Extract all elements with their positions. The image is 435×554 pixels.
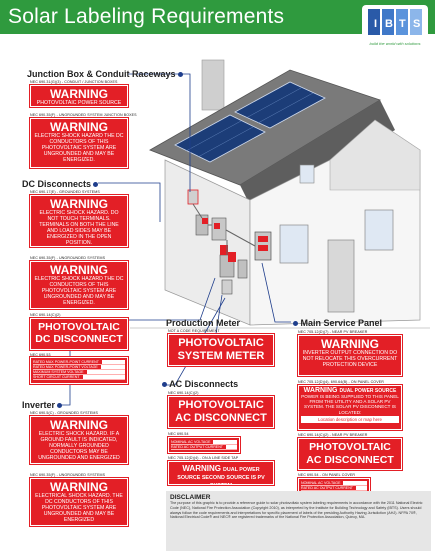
section-inverter: Inverter [22, 400, 62, 410]
bullet-dot-icon [162, 382, 167, 387]
dc-ratings-table [30, 357, 128, 384]
warning-label-dual-power-panel: WARNING DUAL POWER SOURCE POWER IS BEING SUPPLIED TO THIS PANEL FROM THE UTILITY AND A SOLAR PV SYSTEM. THE SOLAR PV DISCONNECT IS LOCATED: Location description or map here [298, 385, 402, 430]
label-pv-dc-disconnect: PHOTOVOLTAIC DC DISCONNECT [30, 318, 128, 350]
table-row: RATED AC OUTPUT CURRENT [301, 486, 367, 491]
ac-ratings-table [168, 437, 240, 453]
table-row: SHORT CIRCUIT CURRENT [33, 375, 125, 380]
table-row: NOMINAL AC VOLTAGE [171, 440, 237, 445]
svg-text:I: I [374, 18, 378, 30]
table-row: RATED MAX POWER-POINT CURRENT [33, 360, 125, 365]
warning-label-pv-power-source: WARNING PHOTOVOLTAIC POWER SOURCE [30, 85, 128, 107]
label-code-caption: NEC 690.35(F) - UNGROUNDED SYSTEMS [30, 473, 106, 477]
warning-label-dc-grounded: WARNING ELECTRIC SHOCK HAZARD. DO NOT TOUCH TERMINALS. TERMINALS ON BOTH THE LINE AND LOAD SIDES MAY BE ENERGIZED IN THE OPEN POSITION. [30, 195, 128, 247]
table-row: NOMINAL AC VOLTAGE [301, 481, 367, 486]
label-pv-system-meter: PHOTOVOLTAIC SYSTEM METER [168, 334, 274, 366]
table-row: RATED AC OUTPUT CURRENT [171, 445, 237, 450]
bullet-dot-icon [178, 72, 183, 77]
table-row: RATED MAX POWER-POINT VOLTAGE [33, 365, 125, 370]
svg-text:B: B [385, 18, 393, 30]
label-code-caption: NEC 690.54 - ON PANEL COVER [298, 473, 356, 477]
table-row: MAXIMUM SYSTEM VOLTAGE [33, 370, 125, 375]
label-pv-ac-disconnect: PHOTOVOLTAIC AC DISCONNECT [168, 396, 274, 428]
warning-label-inverter-grounded: WARNING ELECTRIC SHOCK HAZARD. IF A GROUND FAULT IS INDICATED, NORMALLY GROUNDED CONDUCTORS MAY BE UNGROUNDED AND ENERGIZED [30, 416, 128, 464]
disclaimer-box [166, 491, 431, 551]
bullet-dot-icon [93, 182, 98, 187]
label-code-caption: NEC 705.12(D)(7) - NEAR PV BREAKER [298, 330, 368, 334]
label-code-caption: NEC 690.14(C)(2) [30, 313, 61, 317]
warning-label-dc-ungrounded: WARNING ELECTRIC SHOCK HAZARD THE DC CONDUCTORS OF THIS PHOTOVOLTAIC SYSTEM ARE UNGROUNDED AND MAY BE ENERGIZED. [30, 261, 128, 309]
label-code-caption: NEC 705.12(D)(4) - ON A LINE SIDE TAP [168, 456, 239, 460]
label-code-caption: NEC 690.14(C)(2) [168, 391, 199, 395]
label-code-caption: NEC 690.14(C)(2) - NEAR PV BREAKER [298, 433, 368, 437]
bullet-dot-icon [293, 321, 298, 326]
label-code-caption: NEC 690.54 [168, 432, 189, 436]
label-code-caption: NEC 690.35(F) - UNGROUNDED SYSTEMS [30, 256, 106, 260]
label-code-caption: NEC 690.53 [30, 353, 51, 357]
label-pv-ac-disconnect-main: PHOTOVOLTAIC AC DISCONNECT [298, 438, 402, 470]
section-dc-disconnects: DC Disconnects [22, 179, 98, 189]
label-code-caption: NEC 690.31(G)(3) - CONDUIT / JUNCTION BOXES [30, 80, 118, 84]
section-main-service-panel: Main Service Panel [291, 318, 382, 328]
section-junction-box: Junction Box & Conduit Raceways [27, 69, 183, 79]
svg-text:T: T [399, 18, 406, 30]
bullet-dot-icon [57, 403, 62, 408]
warning-label-inverter-output: WARNING INVERTER OUTPUT CONNECTION DO NOT RELOCATE THIS OVERCURRENT PROTECTION DEVICE [298, 335, 402, 376]
disclaimer-text: The purpose of this graphic is to provide a reference guide to solar photovoltaic system labeling requirements in accordance with the 2011 National Electric Code (NEC), National Fire Protection Association (Copyright 2010), as interpreted by the Institute for Building Technology and Safety (IBTS). Users should always follow the code requirements and interpretations for specific placement of labels of the presiding Authority Having Jurisdiction (AHJ). NFPA 70®, National Electrical Code® and NEC® are registered trademarks of the National Fire Protection Association, Quincy, MA. [170, 501, 423, 520]
label-code-caption: NEC 705.12(D)(4), 690.64(B) - ON PANEL COVER [298, 380, 384, 384]
warning-label-dual-power: WARNING DUAL POWER SOURCE SECOND SOURCE IS PV SYSTEM [168, 461, 274, 485]
disclaimer-title: DISCLAIMER [170, 494, 211, 501]
svg-text:S: S [413, 18, 421, 30]
section-ac-disconnects: AC Disconnects [160, 379, 238, 389]
label-code-caption: NEC 690.17(E) - GROUNDED SYSTEMS [30, 190, 100, 194]
label-code-caption: NOT A CODE REQUIREMENT [168, 329, 220, 333]
warning-label-ungrounded-junction: WARNING ELECTRIC SHOCK HAZARD THE DC CONDUCTORS OF THIS PHOTOVOLTAIC SYSTEM ARE UNGROUNDED AND MAY BE ENERGIZED. [30, 118, 128, 168]
main-ac-ratings-table [298, 478, 370, 492]
label-code-caption: NEC 690.35(F) - UNGROUNDED SYSTEM JUNCTION BOXES [30, 113, 137, 117]
label-code-caption: NEC 690.5(C) - GROUNDED SYSTEMS [30, 411, 98, 415]
section-production-meter: Production Meter [166, 318, 241, 328]
warning-label-inverter-ungrounded: WARNING ELECTRICAL SHOCK HAZARD. THE DC CONDUCTORS OF THIS PHOTOVOLTAIC SYSTEM ARE UNGROUNDED AND MAY BE ENERGIZED [30, 478, 128, 526]
page-title: Solar Labeling Requirements [8, 5, 285, 28]
svg-text:build the world with solutions: build the world with solutions [369, 41, 421, 46]
